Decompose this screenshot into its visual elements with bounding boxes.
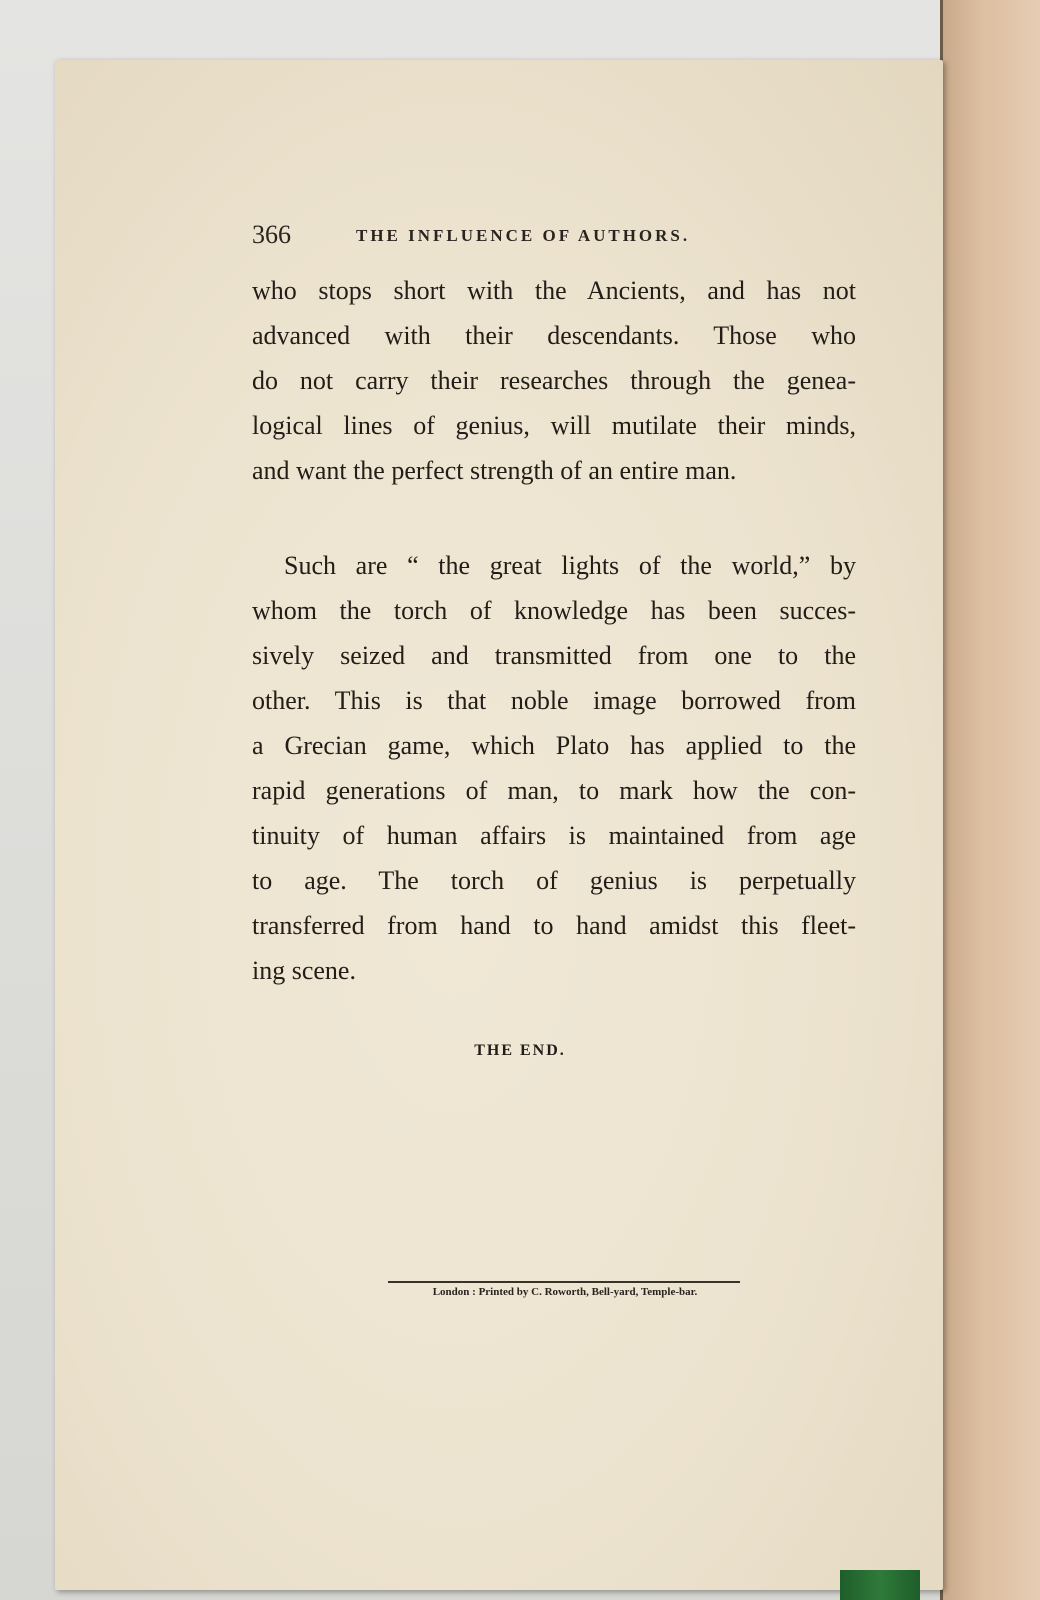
printer-imprint: London : Printed by C. Roworth, Bell-yard, Temple-bar.: [432, 1286, 698, 1298]
imprint-rule: [388, 1281, 740, 1283]
paragraph-1: [252, 268, 856, 493]
text-line: who stops short with the Ancients, and has not: [252, 276, 856, 305]
text-line: and want the perfect strength of an entire man.: [252, 456, 737, 485]
text-line: do not carry their researches through the genea-: [252, 366, 856, 395]
text-line: a Grecian game, which Plato has applied to the: [252, 731, 856, 760]
the-end-label: THE END.: [474, 1042, 566, 1059]
text-line: logical lines of genius, will mutilate their minds,: [252, 411, 856, 440]
running-head-title: THE INFLUENCE OF AUTHORS.: [356, 226, 691, 245]
text-line: rapid generations of man, to mark how the con-: [252, 776, 856, 805]
text-line: to age. The torch of genius is perpetually: [252, 866, 856, 895]
text-line: Such are “ the great lights of the world,” by: [284, 551, 856, 580]
text-line: tinuity of human affairs is maintained from age: [252, 821, 856, 850]
running-head: [252, 220, 852, 254]
paragraph-2: [252, 543, 856, 993]
text-line: transferred from hand to hand amidst this fleet-: [252, 911, 856, 940]
text-line: whom the torch of knowledge has been succes-: [252, 596, 856, 625]
book-cover-edge: [940, 0, 1040, 1600]
ribbon-bookmark: [840, 1570, 920, 1600]
text-line: advanced with their descendants. Those who: [252, 321, 856, 350]
text-line: other. This is that noble image borrowed from: [252, 686, 856, 715]
text-line: sively seized and transmitted from one to the: [252, 641, 856, 670]
page-number: 366: [252, 220, 291, 249]
text-line: ing scene.: [252, 956, 356, 985]
